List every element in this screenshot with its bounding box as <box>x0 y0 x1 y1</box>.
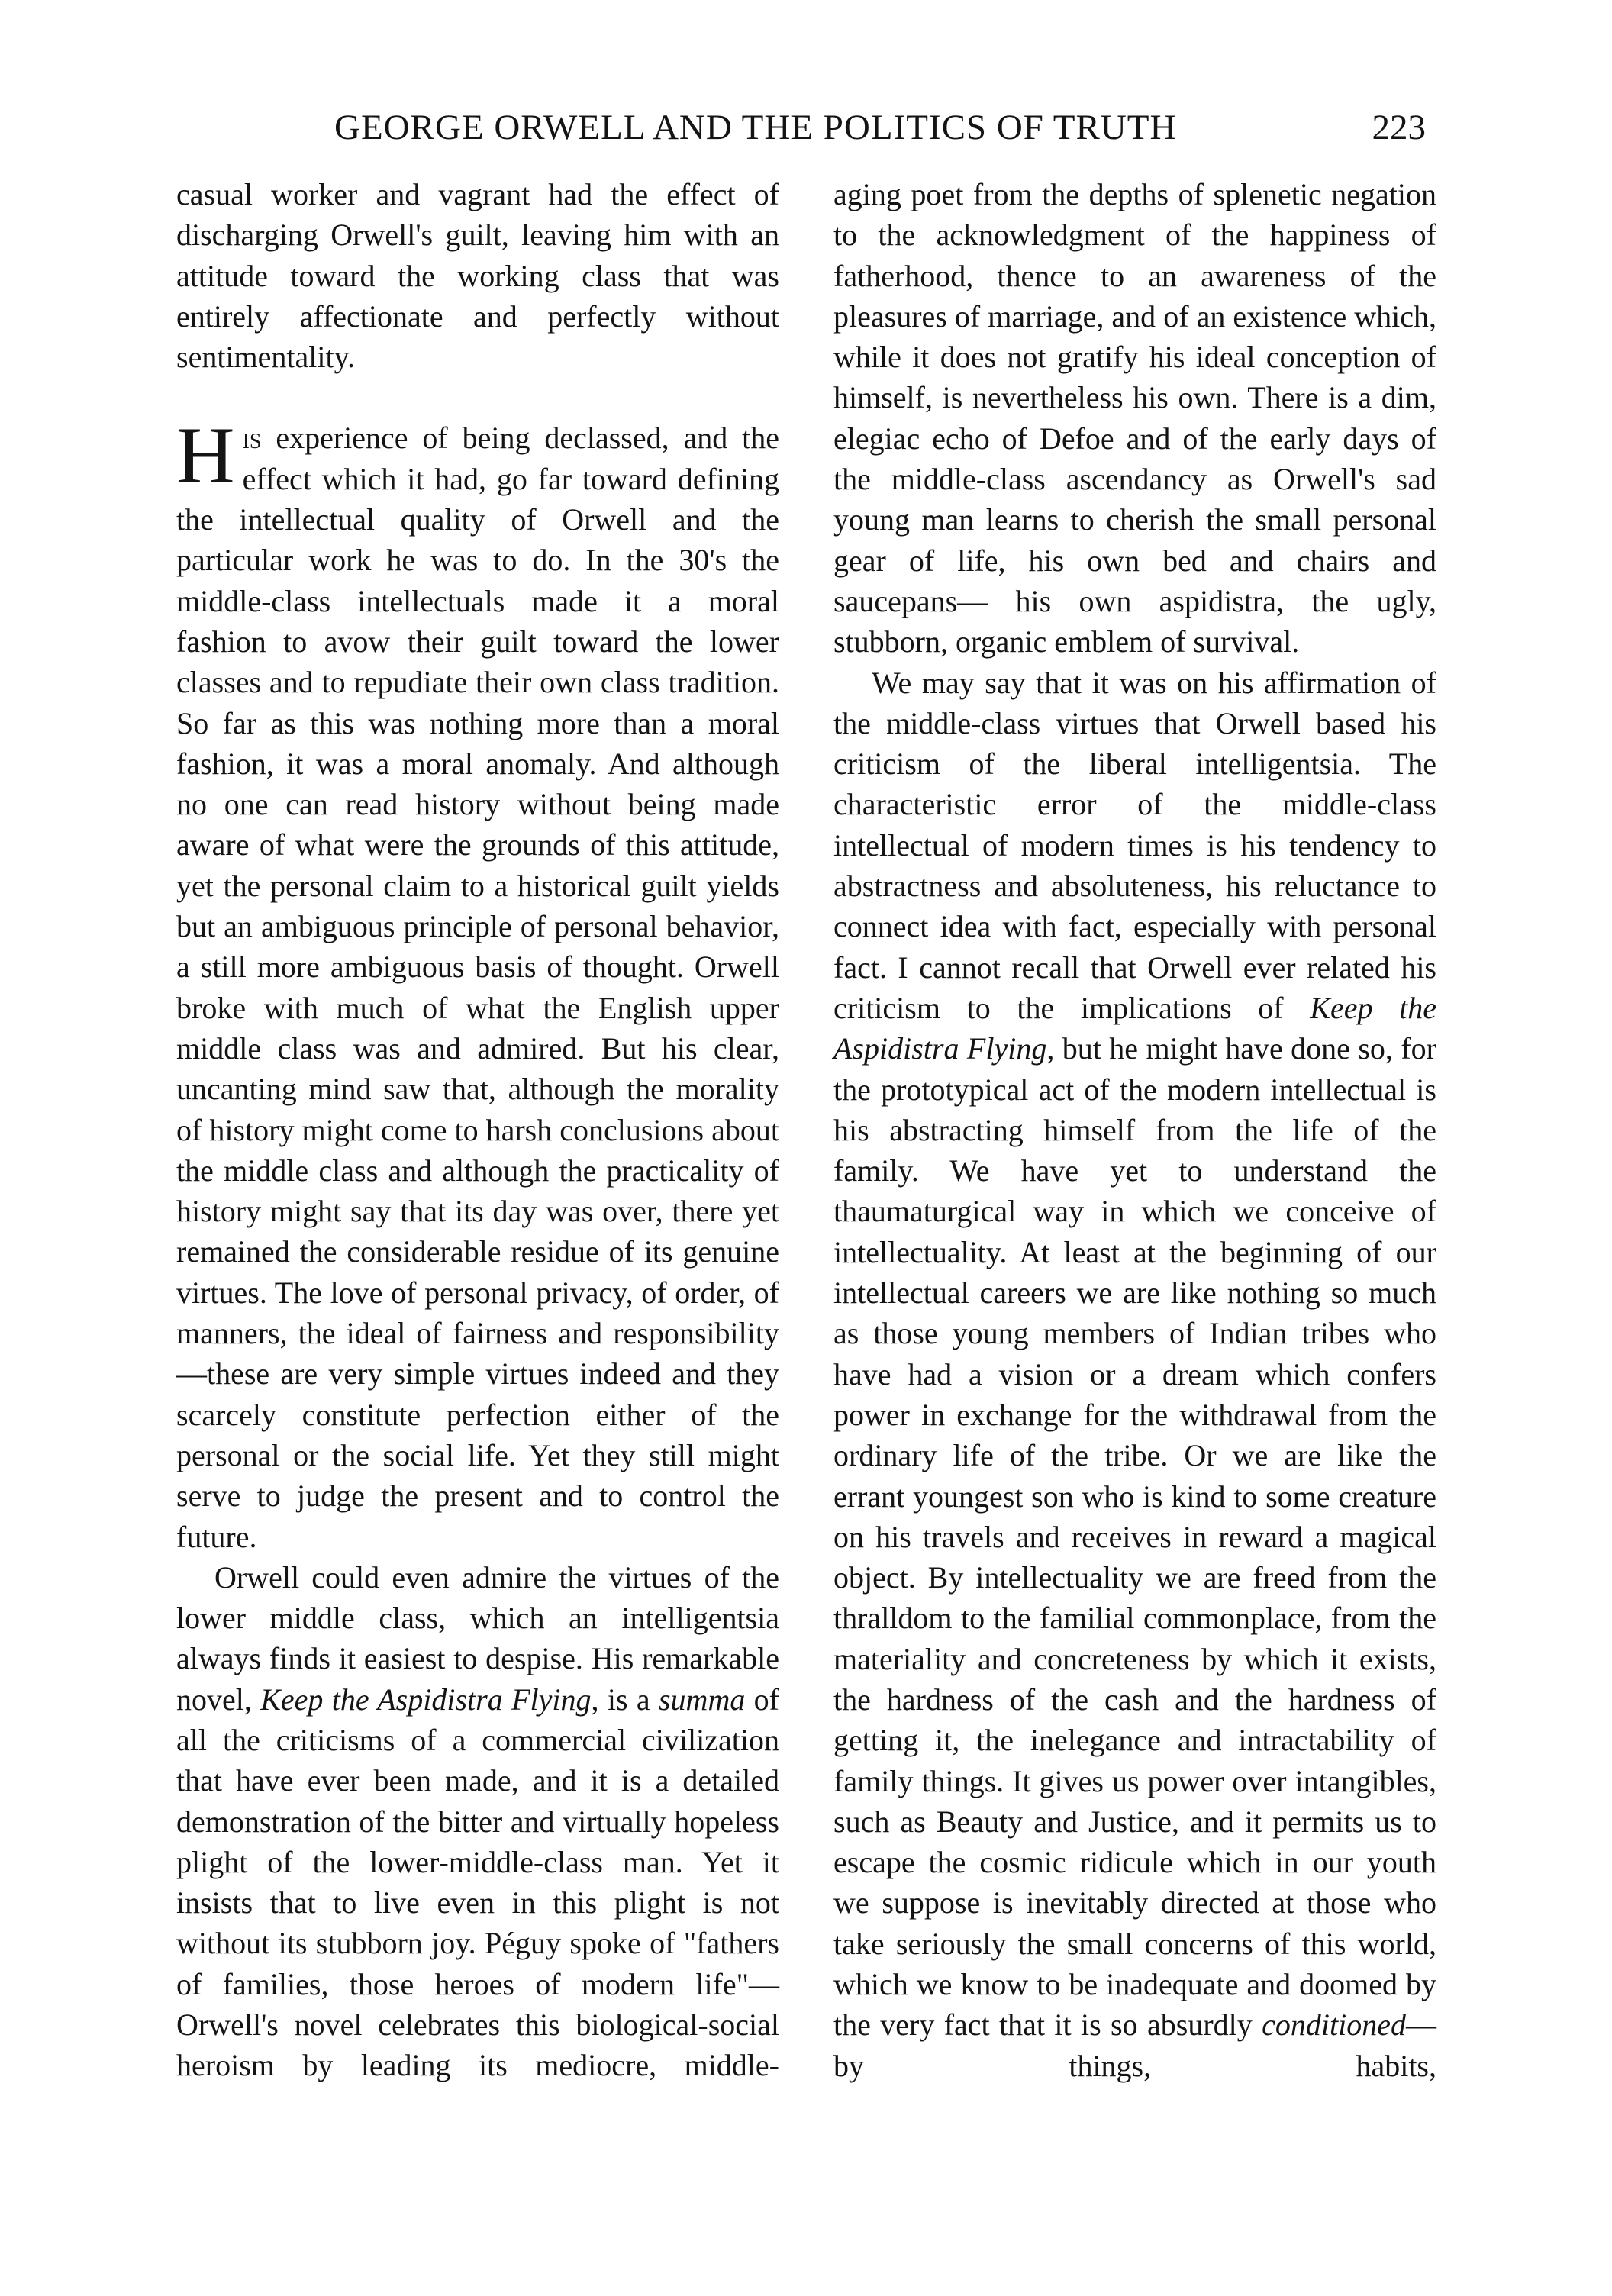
paragraph-text: We may say that it was on his affirmation of the middle-class virtues that Orwell based his criticism of the liberal intelligentsia. The characteristic error of the middle-class intellectual of modern times is his tendency to abstractness and absoluteness, his reluctance to connect idea with fact, especially with personal fact. I cannot recall that Orwell ever related his criticism to the implications of <box>833 665 1436 1025</box>
paragraph-lower-middle-class <box>176 1557 779 2086</box>
paragraph-text: , is a <box>591 1682 659 1717</box>
page-header <box>174 107 1426 153</box>
italic-term: summa <box>658 1682 746 1717</box>
paragraph-section-opening <box>176 411 779 1556</box>
paragraph-text: —by things, habits, <box>833 2007 1436 2083</box>
page-number: 223 <box>1372 108 1426 147</box>
paragraph-text: of all the criticisms of a commercial civilization that have ever been made, and it is a detailed demonstration of the bitter and virtually hopeless plight of the lower-middle-class man. Yet it insists that to live even in this plight is not without its stubborn joy. Péguy spoke of "fathers of families, those heroes of modern life"—Orwell's novel celebrates this biological-social heroism by leading its mediocre, middle- <box>176 1682 779 2083</box>
italic-term: conditioned <box>1262 2007 1406 2043</box>
paragraph-continuation: aging poet from the depths of splenetic negation to the acknowledgment of the happiness of fatherhood, thence to an awareness of the pleasures of marriage, and of an existence which, while it does not gratify his ideal conception of himself, is nevertheless his own. There is a dim, elegiac echo of Defoe and of the early days of the middle-class ascendancy as Orwell's sad young man learns to cherish the small personal gear of life, his own bed and chairs and saucepans— his own aspidistra, the ugly, stubborn, organic emblem of survival. <box>833 177 1436 659</box>
left-column <box>176 174 779 2086</box>
paragraph-text: , but he might have done so, for the prototypical act of the modern intellectual is his abstracting himself from the life of the family. We have yet to understand the thaumaturgical way in which we conceive of intellectuality. At least at the beginning of our intellectual careers we are like nothing so much as those young members of Indian tribes who have had a vision or a dream which confers power in exchange for the withdrawal from the ordinary life of the tribe. Or we are like the errant youngest son who is kind to some creature on his travels and receives in reward a magical object. By intellectuality we are freed from the thralldom to the familial commonplace, from the materiality and concreteness by which it exists, the hardness of the cash and the hardness of getting it, the inelegance and intractability of family things. It gives us power over intangibles, such as Beauty and Justice, and it permits us to escape the cosmic ridicule which in our youth we suppose is inevitably directed at those who take seriously the small concerns of this world, which we know to be inadequate and doomed by the very fact that it is so absurdly <box>833 1031 1436 2043</box>
paragraph-intelligentsia <box>833 663 1436 2086</box>
paragraph-continuation: casual worker and vagrant had the effect of discharging Orwell's guilt, leaving him with an attitude toward the working class that was entirely affectionate and perfectly without sentimentality. <box>176 177 779 375</box>
running-title: GEORGE ORWELL AND THE POLITICS OF TRUTH <box>334 108 1177 147</box>
book-title: Keep the Aspidistra Flying <box>833 990 1437 1066</box>
small-caps-lead: is <box>242 421 262 456</box>
paragraph-text: Orwell could even admire the virtues of the lower middle class, which an intelligentsia always finds it easiest to despise. His remarkable novel, <box>176 1559 779 1717</box>
book-title: Keep the Aspidistra Flying <box>260 1682 592 1717</box>
right-column <box>833 174 1436 2086</box>
paragraph-text: experience of being declassed, and the effect which it had, go far toward defining the intellectual quality of Orwell and the particular work he was to do. In the 30's the middle-class intellectuals made it a moral fashion to avow their guilt toward the lower classes and to repudiate their own class tradition. So far as this was nothing more than a moral fashion, it was a moral anomaly. And although no one can read history without being made aware of what were the grounds of this attitude, yet the personal claim to a historical guilt yields but an ambiguous principle of personal behavior, a still more ambiguous basis of thought. Orwell broke with much of what the English upper middle class was and admired. But his clear, uncanting mind saw that, although the morality of history might come to harsh conclusions about the middle class and although the practicality of history might say that its day was over, there yet remained the considerable residue of its genuine virtues. The love of personal privacy, of order, of manners, the ideal of fairness and responsibility —these are very simple virtues indeed and they scarcely constitute perfection either of the personal or the social life. Yet they still might serve to judge the present and to control the future. <box>176 421 779 1554</box>
drop-cap: H <box>176 411 235 501</box>
